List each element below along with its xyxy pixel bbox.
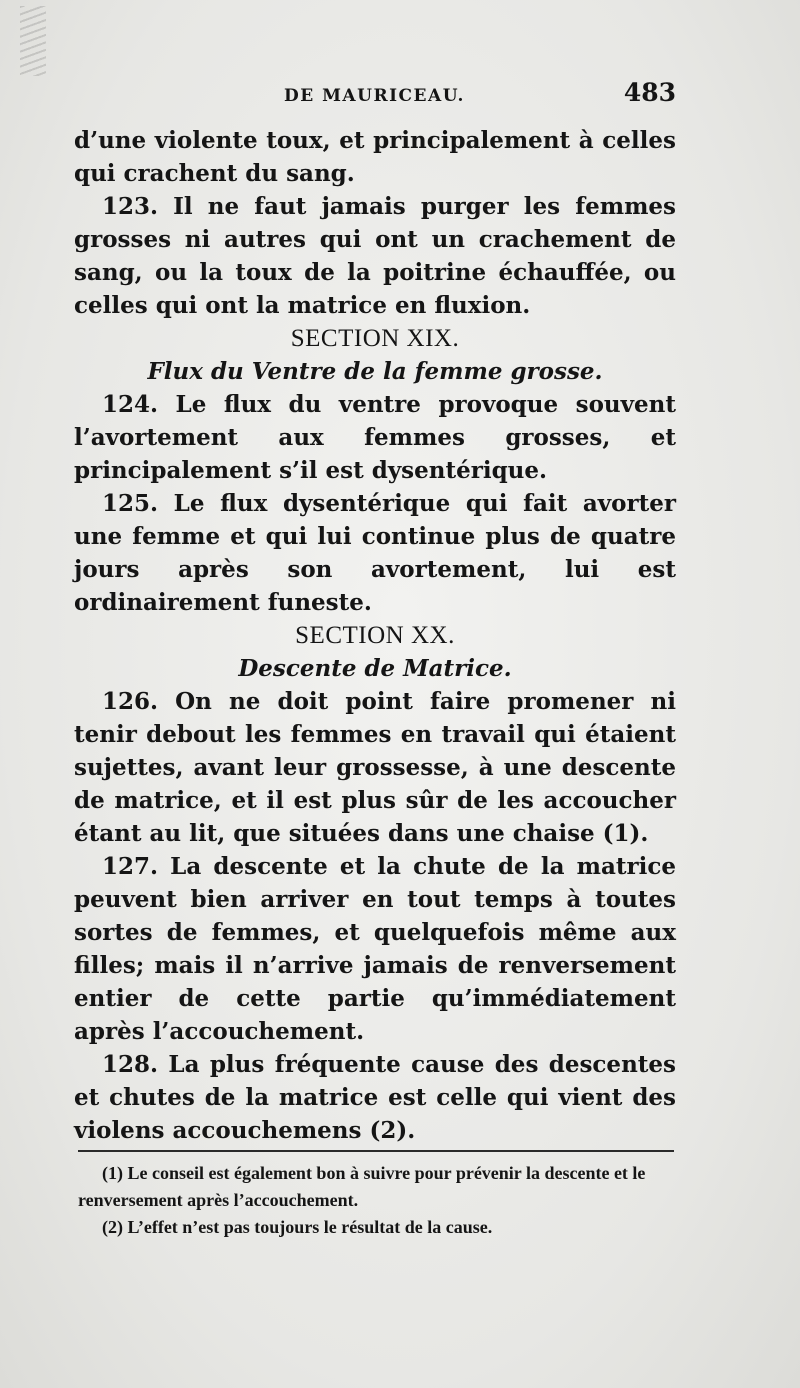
main-text bbox=[74, 124, 676, 1147]
page-header bbox=[74, 78, 674, 112]
margin-smudge bbox=[20, 6, 46, 76]
paragraph-continuation: d’une violente toux, et principalement à celles qui crachent du sang. bbox=[74, 127, 676, 187]
section-xix-subtitle: Flux du Ventre de la femme grosse. bbox=[147, 358, 603, 385]
running-head: DE MAURICEAU. bbox=[284, 86, 465, 106]
footnote-1: (1) Le conseil est également bon à suivre pour prévenir la descente et le renversement après l’accouchement. bbox=[78, 1163, 646, 1210]
footnote-divider bbox=[78, 1150, 674, 1152]
section-xix-title: SECTION XIX. bbox=[290, 325, 460, 352]
paragraph-128: 128. La plus fréquente cause des descentes et chutes de la matrice est celle qui vient des violens accouchemens (2). bbox=[74, 1051, 676, 1144]
paragraph-123: 123. Il ne faut jamais purger les femmes grosses ni autres qui ont un crachement de sang, ou la toux de la poitrine échauffée, ou celles qui ont la matrice en fluxion. bbox=[74, 193, 676, 319]
section-xx-title: SECTION XX. bbox=[295, 622, 455, 649]
footnotes bbox=[78, 1160, 678, 1241]
section-xx-subtitle: Descente de Matrice. bbox=[238, 655, 512, 682]
paragraph-124: 124. Le flux du ventre provoque souvent l’avortement aux femmes grosses, et principalement s’il est dysentérique. bbox=[74, 391, 676, 484]
paragraph-127: 127. La descente et la chute de la matrice peuvent bien arriver en tout temps à toutes sortes de femmes, et quelquefois même aux filles; mais il n’arrive jamais de renversement entier de cette partie qu’immédiatement après l’accouchement. bbox=[74, 853, 676, 1045]
page-number: 483 bbox=[623, 78, 676, 107]
paragraph-125: 125. Le flux dysentérique qui fait avorter une femme et qui lui continue plus de quatre jours après son avortement, lui est ordinairement funeste. bbox=[74, 490, 676, 616]
footnote-2: (2) L’effet n’est pas toujours le résultat de la cause. bbox=[102, 1217, 493, 1237]
paragraph-126: 126. On ne doit point faire promener ni tenir debout les femmes en travail qui étaient sujettes, avant leur grossesse, à une descente de matrice, et il est plus sûr de les accoucher étant au lit, que situées dans une chaise (1). bbox=[74, 688, 676, 847]
